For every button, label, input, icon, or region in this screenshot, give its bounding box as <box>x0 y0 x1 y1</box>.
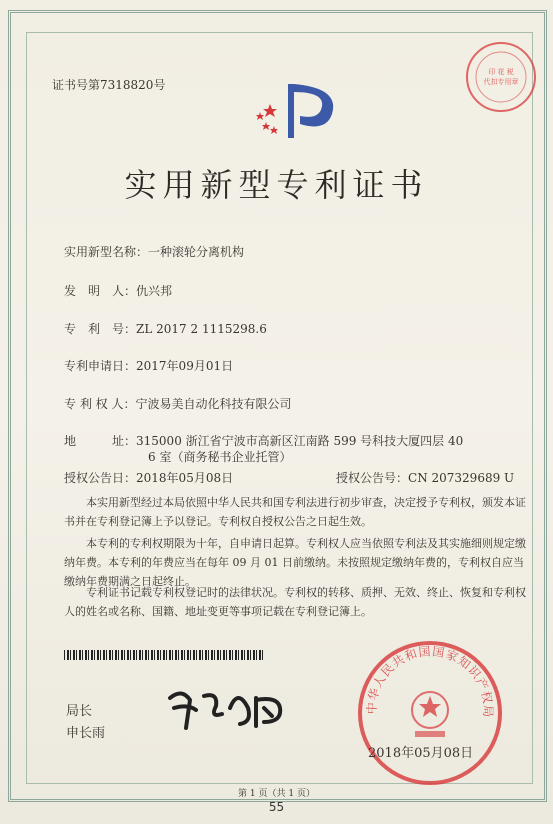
director-signature <box>160 678 300 738</box>
field-value: 一种滚轮分离机构 <box>148 245 245 259</box>
paragraph-legal-status: 专利证书记载专利权登记时的法律状况。专利权的转移、质押、无效、终止、恢复和专利权人的姓名或名称、国籍、地址变更等事项记载在专利登记簿上。 <box>64 586 526 618</box>
field-label: 地 址： <box>64 434 137 448</box>
page-title: 实用新型专利证书 <box>124 166 429 204</box>
director-title: 局长 <box>66 704 93 719</box>
field-value: ZL 2017 2 1115298.6 <box>136 322 267 336</box>
field-label: 发 明 人： <box>64 284 137 298</box>
field-patent-number <box>64 320 267 337</box>
field-address-line2 <box>148 448 291 465</box>
barcode <box>64 650 264 660</box>
field-value: 仇兴邦 <box>136 284 173 298</box>
patent-office-logo <box>248 80 348 140</box>
announce-date <box>64 469 233 486</box>
stamp-text: 中华人民共和国国家知识产权局 <box>364 644 496 719</box>
field-address <box>64 432 463 449</box>
svg-text:印 花 税: 印 花 税 <box>488 68 514 76</box>
paragraph-grant: 本实用新型经过本局依照中华人民共和国专利法进行初步审查，决定授予专利权，颁发本证书并在专利登记簿上予以登记。专利权自授权公告之日起生效。 <box>64 496 526 528</box>
official-stamp <box>355 638 505 788</box>
field-patentee <box>64 395 291 412</box>
agency-stamp <box>464 40 538 114</box>
announce-date-value: 2018年05月08日 <box>136 471 234 485</box>
field-label: 专 利 权 人： <box>64 397 136 411</box>
director-name: 申长雨 <box>66 726 106 741</box>
field-label: 专 利 号： <box>64 322 137 336</box>
field-value: 6 室（商务秘书企业托管） <box>148 450 292 464</box>
announce-number-label: 授权公告号： <box>336 471 409 485</box>
field-label: 实用新型名称： <box>64 245 149 259</box>
field-inventor <box>64 282 172 299</box>
announce-number-value: CN 207329689 U <box>408 471 515 485</box>
field-value: 2017年09月01日 <box>136 359 234 373</box>
announce-number <box>336 469 514 486</box>
field-label: 专利申请日： <box>64 359 137 373</box>
page-number: 55 <box>268 800 285 814</box>
certificate-number: 证书号第7318820号 <box>52 78 166 92</box>
stamp-date: 2018年05月08日 <box>368 746 474 761</box>
paragraph-term: 本专利的专利权期限为十年，自申请日起算。专利权人应当依照专利法及其实施细则规定缴纳年费。本专利的年费应当在每年 09 月 01 日前缴纳。未按照规定缴纳年费的，专利权自应当缴纳年费期满之日起终止。 <box>64 537 526 588</box>
announce-date-label: 授权公告日： <box>64 471 137 485</box>
page-indicator: 第 1 页（共 1 页） <box>238 789 315 799</box>
field-value: 宁波易美自动化科技有限公司 <box>135 397 292 411</box>
field-value: 315000 浙江省宁波市高新区江南路 599 号科技大厦四层 40 <box>136 434 464 448</box>
field-application-date <box>64 357 233 374</box>
field-utility-name <box>64 243 244 260</box>
svg-text:代扣专用章: 代扣专用章 <box>483 78 519 86</box>
